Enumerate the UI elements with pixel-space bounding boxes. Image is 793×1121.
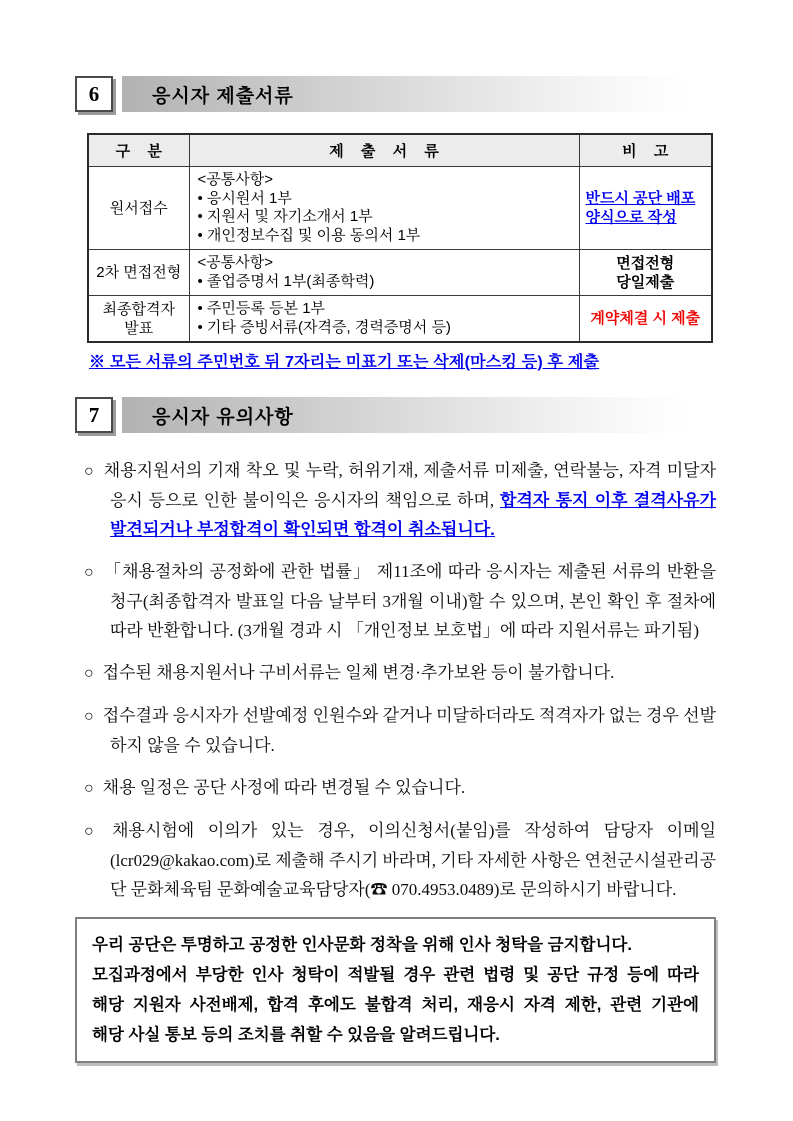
- row-documents: [189, 250, 579, 296]
- row-documents: [189, 167, 579, 250]
- notices-list: [75, 456, 716, 904]
- notice-item: [84, 658, 716, 688]
- section7-number-box: 7: [75, 397, 113, 433]
- doc-line: • 졸업증명서 1부(최종학력): [197, 272, 375, 290]
- table-header-row: [88, 134, 712, 167]
- doc-line: <공통사항>: [197, 254, 273, 271]
- section7-title: 응시자 유의사항: [122, 397, 716, 433]
- anti-solicitation-pledge-box: [75, 917, 716, 1063]
- table-row-interview: [88, 250, 712, 296]
- pledge-line: 우리 공단은 투명하고 공정한 인사문화 정착을 위해 인사 청탁을 금지합니다.: [92, 936, 632, 954]
- doc-line: • 지원서 및 자기소개서 1부: [197, 208, 373, 225]
- section6-header: [75, 76, 716, 118]
- notice-item: [84, 701, 716, 760]
- notice-text: 접수결과 응시자가 선발예정 인원수와 같거나 미달하더라도 적격자가 없는 경우 선발하지 않을 수 있습니다.: [102, 706, 716, 755]
- row-remark: 계약체결 시 제출: [579, 296, 712, 343]
- pledge-line: 모집과정에서 부당한 인사 청탁이 적발될 경우 관련 법령 및 공단 규정 등에 따라: [92, 966, 699, 984]
- notice-text: 「채용절차의 공정화에 관한 법률」 제11조에 따라 응시자는 제출된 서류의 반환을 청구(최종합격자 발표일 다음 날부터 3개월 이내)할 수 있으며, 본인 확인 후 절차에 따라 반환합니다. (3개월 경과 시 「개인정보 보호법」에 따라 지원서류는 파기됨): [103, 562, 716, 640]
- circle-bullet-icon: ○: [84, 823, 104, 840]
- pledge-line: 해당 사실 통보 등의 조치를 취할 수 있음을 알려드립니다.: [92, 1026, 500, 1044]
- row-category: 최종합격자 발표: [88, 296, 189, 343]
- notice-text: 채용지원서의 기재 착오 및 누락, 허위기재, 제출서류 미제출, 연락불능, 자격 미달자 응시 등으로 인한 불이익은 응시자의 책임으로 하며,: [103, 461, 716, 510]
- notice-highlight: 합격자 통지 이후 결격사유가 발견되거나 부정합격이 확인되면 합격이 취소됩니다.: [110, 491, 717, 539]
- table-footnote: ※ 모든 서류의 주민번호 뒤 7자리는 미표기 또는 삭제(마스킹 등) 후 제출: [89, 354, 600, 371]
- row-remark: [579, 167, 712, 250]
- doc-line: • 기타 증빙서류(자격증, 경력증명서 등): [197, 318, 451, 336]
- column-header-remark: 비 고: [579, 134, 712, 167]
- doc-line: • 주민등록 등본 1부: [197, 300, 326, 317]
- document-content: [75, 76, 716, 1063]
- doc-line: • 응시원서 1부: [197, 189, 292, 207]
- section6-title: 응시자 제출서류: [122, 76, 716, 112]
- notice-text: 접수된 채용지원서나 구비서류는 일체 변경·추가보완 등이 불가합니다.: [102, 663, 615, 682]
- circle-bullet-icon: ○: [84, 708, 94, 725]
- column-header-category: 구 분: [88, 134, 189, 167]
- remark-line: 양식으로 작성: [585, 209, 677, 226]
- circle-bullet-icon: ○: [84, 564, 95, 581]
- circle-bullet-icon: ○: [84, 780, 94, 797]
- notice-item: [84, 816, 716, 904]
- column-header-documents: 제 출 서 류: [189, 134, 579, 167]
- table-row-final: [88, 296, 712, 343]
- doc-line: • 개인정보수집 및 이용 동의서 1부: [197, 226, 421, 244]
- circle-bullet-icon: ○: [84, 665, 94, 682]
- notice-text: 채용시험에 이의가 있는 경우, 이의신청서(붙임)를 작성하여 담당자 이메일 (lcr029@kakao.com)로 제출해 주시기 바라며, 기타 자세한 사항은 연천군시설관리공단 문화체육팀 문화예술교육담당자(☎ 070.4953.0489)로 문의하시기 바랍니다.: [110, 821, 717, 899]
- notice-item: [84, 456, 716, 544]
- row-category: 원서접수: [88, 167, 189, 250]
- submission-documents-table: [87, 133, 713, 343]
- row-remark: 면접전형 당일제출: [579, 250, 712, 296]
- circle-bullet-icon: ○: [84, 463, 95, 480]
- row-documents: [189, 296, 579, 343]
- doc-line: <공통사항>: [197, 171, 273, 188]
- section7-header: [75, 397, 716, 439]
- notice-item: [84, 773, 716, 803]
- pledge-line: 해당 지원자 사전배제, 합격 후에도 불합격 처리, 재응시 자격 제한, 관련 기관에: [92, 996, 699, 1014]
- notice-item: [84, 557, 716, 645]
- section6-number-box: 6: [75, 76, 113, 112]
- notice-text: 채용 일정은 공단 사정에 따라 변경될 수 있습니다.: [102, 778, 466, 797]
- table-row-application: [88, 167, 712, 250]
- row-category: 2차 면접전형: [88, 250, 189, 296]
- remark-line: 반드시 공단 배포: [585, 190, 696, 207]
